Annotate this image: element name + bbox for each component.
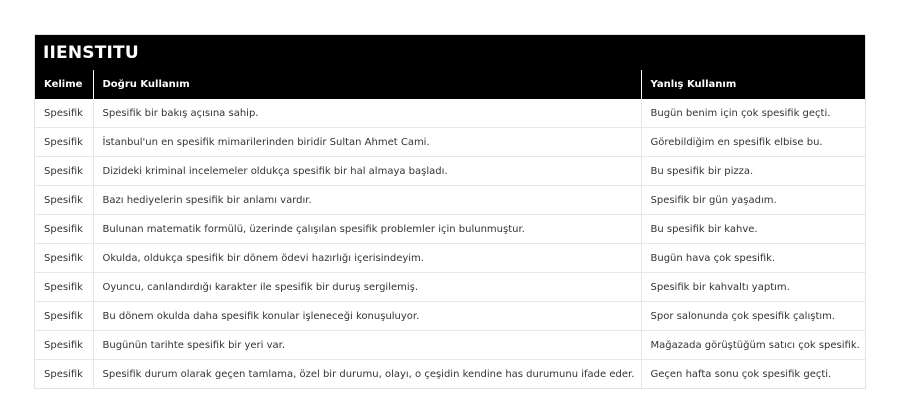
- table-header: [35, 70, 865, 99]
- table-row: [35, 273, 865, 302]
- brand-title: IIENSTITU: [35, 35, 865, 70]
- cell-correct: Bulunan matematik formülü, üzerinde çalışılan spesifik problemler için bulunmuştur.: [93, 215, 641, 244]
- cell-wrong: Bugün hava çok spesifik.: [641, 244, 865, 273]
- cell-correct: Dizideki kriminal incelemeler oldukça spesifik bir hal almaya başladı.: [93, 157, 641, 186]
- cell-correct: Bu dönem okulda daha spesifik konular işleneceği konuşuluyor.: [93, 302, 641, 331]
- cell-word: Spesifik: [44, 107, 83, 119]
- cell-correct: Bazı hediyelerin spesifik bir anlamı vardır.: [93, 186, 641, 215]
- cell-word: Spesifik: [35, 186, 93, 215]
- table-body: [35, 99, 865, 388]
- cell-word: Spesifik: [35, 273, 93, 302]
- header-row: [35, 70, 865, 99]
- cell-correct: İstanbul'un en spesifik mimarilerinden biridir Sultan Ahmet Cami.: [93, 128, 641, 157]
- cell-correct: Okulda, oldukça spesifik bir dönem ödevi hazırlığı içerisindeyim.: [93, 244, 641, 273]
- cell-word: Spesifik: [35, 157, 93, 186]
- table-row: [35, 186, 865, 215]
- table-row: [35, 302, 865, 331]
- cell-correct: Bugünün tarihte spesifik bir yeri var.: [93, 331, 641, 360]
- cell-word: Spesifik: [35, 244, 93, 273]
- cell-word: Spesifik: [35, 215, 93, 244]
- table-row: [35, 244, 865, 273]
- cell-wrong: Bugün benim için çok spesifik geçti.: [641, 99, 865, 128]
- usage-table: [35, 70, 865, 388]
- column-header-wrong: Yanlış Kullanım: [641, 70, 865, 99]
- cell-wrong: Geçen hafta sonu çok spesifik geçti.: [641, 360, 865, 389]
- table-row: [35, 157, 865, 186]
- cell-correct: Oyuncu, canlandırdığı karakter ile spesifik bir duruş sergilemiş.: [93, 273, 641, 302]
- table-row: [35, 128, 865, 157]
- cell-wrong: Mağazada görüştüğüm satıcı çok spesifik.: [641, 331, 865, 360]
- table-row: [35, 99, 865, 128]
- cell-wrong: Spor salonunda çok spesifik çalıştım.: [641, 302, 865, 331]
- cell-wrong: Görebildiğim en spesifik elbise bu.: [641, 128, 865, 157]
- table-row: [35, 215, 865, 244]
- cell-word: Spesifik: [35, 331, 93, 360]
- cell-wrong: Spesifik bir gün yaşadım.: [641, 186, 865, 215]
- cell-wrong: Bu spesifik bir pizza.: [641, 157, 865, 186]
- table-row: [35, 360, 865, 389]
- table-row: [35, 331, 865, 360]
- cell-correct: Spesifik durum olarak geçen tamlama, özel bir durumu, olayı, o çeşidin kendine has durumunu ifade eder.: [93, 360, 641, 389]
- cell-word: Spesifik: [35, 128, 93, 157]
- usage-table-container: [34, 34, 866, 389]
- cell-wrong: Spesifik bir kahvaltı yaptım.: [641, 273, 865, 302]
- cell-word: Spesifik: [35, 360, 93, 389]
- cell-correct: Spesifik bir bakış açısına sahip.: [93, 99, 641, 128]
- column-header-correct: Doğru Kullanım: [93, 70, 641, 99]
- column-header-word: Kelime: [35, 70, 93, 99]
- cell-word: Spesifik: [35, 302, 93, 331]
- cell-wrong: Bu spesifik bir kahve.: [641, 215, 865, 244]
